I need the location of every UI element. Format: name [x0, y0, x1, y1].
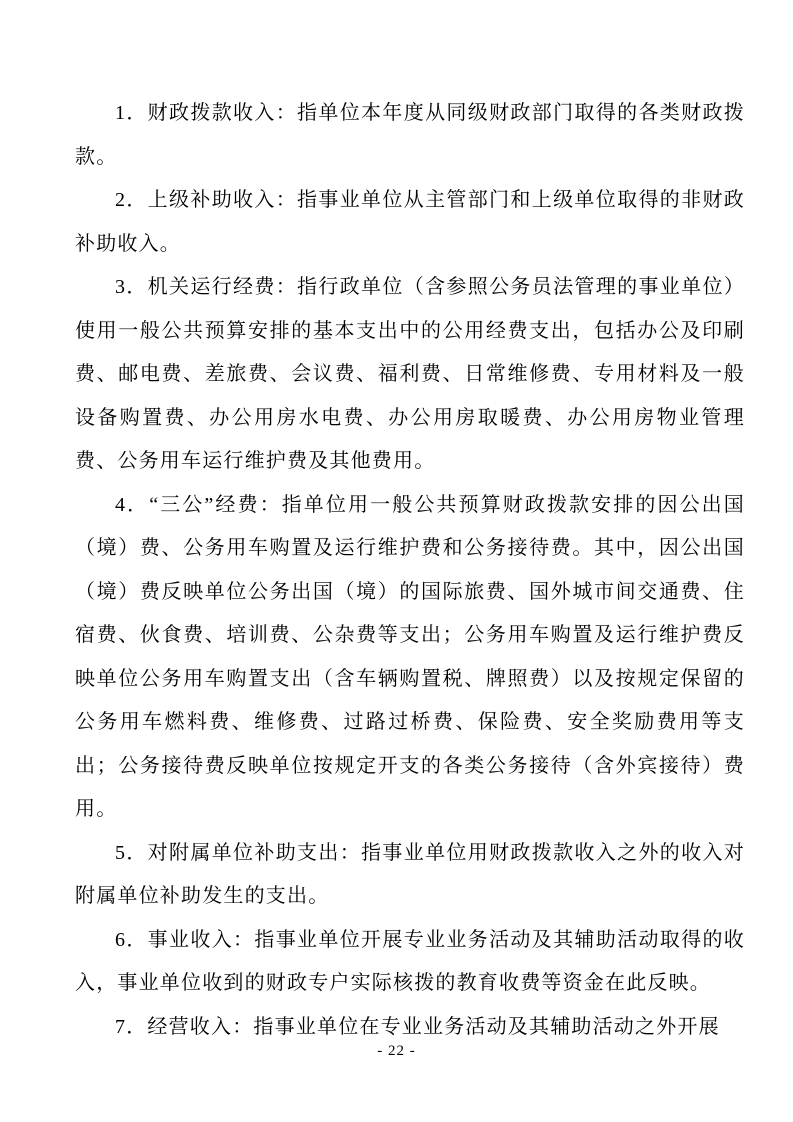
paragraph-public-institution-income: 6．事业收入：指事业单位开展专业业务活动及其辅助活动取得的收入，事业单位收到的财政专户实际核拨的教育收费等资金在此反映。: [75, 928, 745, 994]
paragraph-subsidy-to-affiliated-units: 5．对附属单位补助支出：指事业单位用财政拨款收入之外的收入对附属单位补助发生的支出。: [75, 841, 745, 907]
document-content: [75, 92, 745, 1049]
paragraph-three-public-funds: 4．“三公”经费：指单位用一般公共预算财政拨款安排的因公出国（境）费、公务用车购置及运行维护费和公务接待费。其中，因公出国（境）费反映单位公务出国（境）的国际旅费、国外城市间交通费、住宿费、伙食费、培训费、公杂费等支出；公务用车购置及运行维护费反映单位公务用车购置支出（含车辆购置税、牌照费）以及按规定保留的公务用车燃料费、维修费、过路过桥费、保险费、安全奖励费用等支出；公务接待费反映单位按规定开支的各类公务接待（含外宾接待）费用。: [75, 493, 745, 820]
paragraph-superior-subsidy-income: 2．上级补助收入：指事业单位从主管部门和上级单位取得的非财政补助收入。: [75, 189, 745, 255]
paragraph-agency-operating-funds: 3．机关运行经费：指行政单位（含参照公务员法管理的事业单位）使用一般公共预算安排的基本支出中的公用经费支出，包括办公及印刷费、邮电费、差旅费、会议费、福利费、日常维修费、专用材料及一般设备购置费、办公用房水电费、办公用房取暖费、办公用房物业管理费、公务用车运行维护费及其他费用。: [75, 276, 745, 472]
paragraph-operating-income: 7．经营收入：指事业单位在专业业务活动及其辅助活动之外开展: [115, 1015, 720, 1038]
paragraph-fiscal-appropriation-income: 1．财政拨款收入：指单位本年度从同级财政部门取得的各类财政拨款。: [75, 102, 745, 168]
page-number: - 22 -: [377, 1043, 416, 1059]
